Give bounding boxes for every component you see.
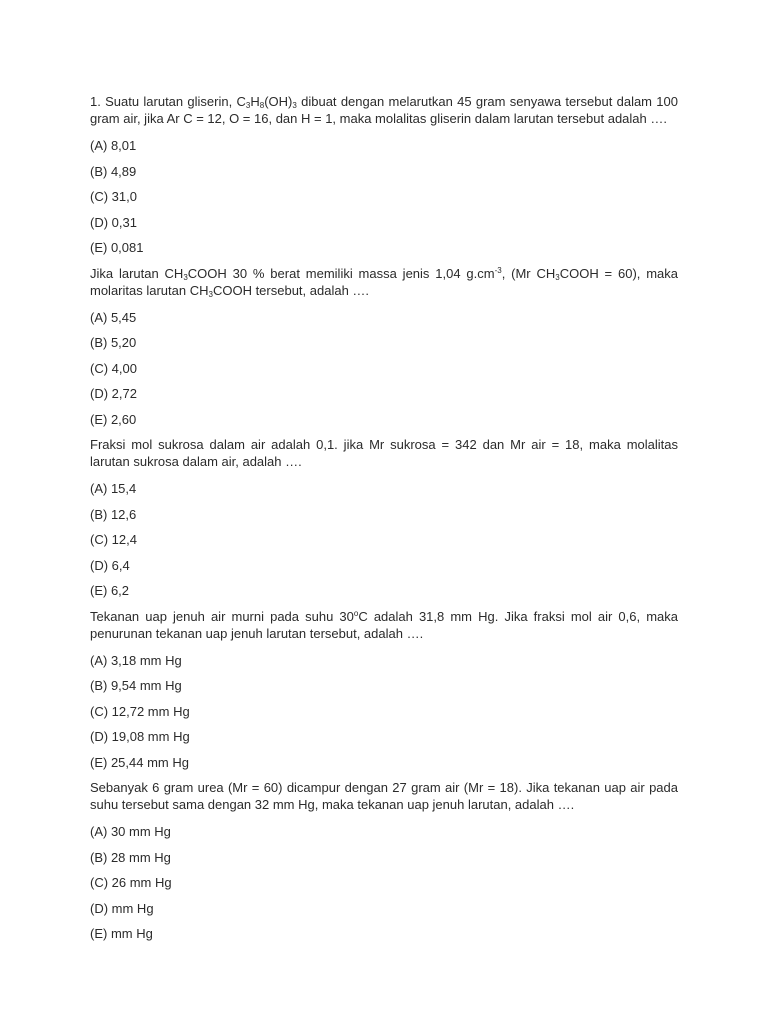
question-text bbox=[90, 608, 678, 642]
answer-option: (E) 0,081 bbox=[90, 240, 144, 255]
answer-option: (D) 6,4 bbox=[90, 557, 130, 573]
question-text-run: COOH tersebut, adalah …. bbox=[212, 282, 370, 298]
question-text-run: Fraksi mol sukrosa dalam air adalah 0,1. jika Mr sukrosa = 342 dan Mr air = 18, maka molalitas larutan sukrosa dalam air, adalah …. bbox=[90, 437, 678, 469]
answer-option: (B) 5,20 bbox=[90, 335, 137, 350]
subscript: 3 bbox=[245, 101, 251, 110]
answer-option: (B) 9,54 mm Hg bbox=[90, 678, 182, 693]
superscript: -3 bbox=[494, 265, 502, 275]
answer-option: (D) 19,08 mm Hg bbox=[90, 729, 190, 744]
answer-option: (D) mm Hg bbox=[90, 900, 154, 916]
question-text-run: Sebanyak 6 gram urea (Mr = 60) dicampur dengan 27 gram air (Mr = 18). Jika tekanan uap air pada suhu tersebut sama dengan 32 mm Hg, maka tekanan uap jenuh larutan, adalah …. bbox=[90, 780, 678, 812]
answer-option: (A) 8,01 bbox=[90, 138, 137, 153]
answer-option: (A) 3,18 mm Hg bbox=[90, 652, 182, 668]
question-text-run: Tekanan uap jenuh air murni pada suhu 30 bbox=[90, 608, 354, 624]
question-text-run: H bbox=[250, 94, 260, 109]
question-block bbox=[90, 779, 678, 951]
answer-option: (A) 30 mm Hg bbox=[90, 824, 171, 839]
answer-option: (E) 25,44 mm Hg bbox=[90, 754, 189, 770]
question-text-run: (OH) bbox=[264, 94, 293, 109]
subscript: 8 bbox=[259, 101, 265, 110]
question-block bbox=[90, 265, 678, 437]
question-text-run: dibuat dengan melarutkan 45 gram senyawa tersebut dalam 100 gram air, jika Ar C = 12, O = 16, dan H = 1, maka molalitas gliserin dalam larutan tersebut adalah …. bbox=[90, 94, 678, 126]
question-list bbox=[90, 93, 678, 951]
question-text bbox=[90, 93, 678, 127]
subscript: 3 bbox=[208, 289, 213, 299]
answer-option: (C) 12,72 mm Hg bbox=[90, 703, 190, 719]
answer-option: (E) 2,60 bbox=[90, 411, 137, 427]
question-block bbox=[90, 436, 678, 608]
answer-option: (B) 12,6 bbox=[90, 506, 137, 522]
answer-option: (C) 26 mm Hg bbox=[90, 875, 172, 890]
answer-option: (C) 31,0 bbox=[90, 189, 137, 204]
question-block bbox=[90, 608, 678, 780]
answer-option: (D) 0,31 bbox=[90, 214, 137, 230]
question-text-run: COOH 30 % berat memiliki massa jenis 1,04 g.cm bbox=[187, 265, 495, 281]
question-text-run: Jika larutan CH bbox=[90, 265, 184, 281]
question-text-run: C adalah 31,8 mm Hg. Jika fraksi mol air 0,6, maka penurunan tekanan uap jenuh larutan tersebut, adalah …. bbox=[90, 608, 678, 641]
question-text bbox=[90, 436, 678, 470]
subscript: 3 bbox=[555, 272, 560, 282]
subscript: 3 bbox=[292, 101, 297, 110]
answer-option: (C) 12,4 bbox=[90, 532, 137, 547]
subscript: 3 bbox=[183, 272, 188, 282]
question-text-run: 1. Suatu larutan gliserin, C bbox=[90, 94, 246, 109]
answer-option: (A) 5,45 bbox=[90, 309, 137, 325]
question-text-run: COOH = 60), maka molaritas larutan CH bbox=[90, 265, 679, 298]
answer-option: (C) 4,00 bbox=[90, 360, 137, 376]
answer-option: (E) 6,2 bbox=[90, 583, 130, 598]
answer-option: (B) 4,89 bbox=[90, 163, 137, 179]
question-text-run: , (Mr CH bbox=[501, 265, 556, 281]
question-text bbox=[90, 265, 678, 299]
superscript: o bbox=[353, 608, 359, 618]
question-block bbox=[90, 93, 678, 265]
answer-option: (A) 15,4 bbox=[90, 481, 137, 496]
answer-option: (E) mm Hg bbox=[90, 926, 153, 941]
answer-option: (D) 2,72 bbox=[90, 386, 137, 401]
question-text bbox=[90, 779, 678, 813]
answer-option: (B) 28 mm Hg bbox=[90, 849, 171, 865]
